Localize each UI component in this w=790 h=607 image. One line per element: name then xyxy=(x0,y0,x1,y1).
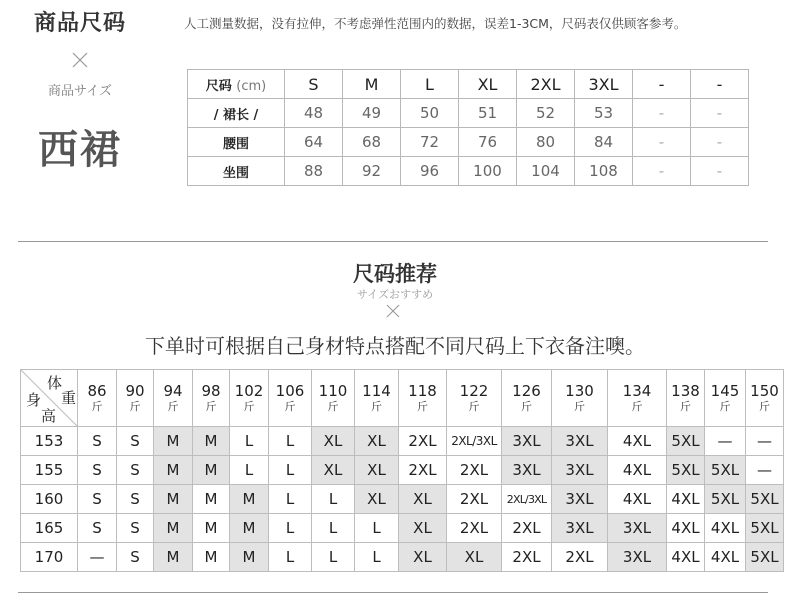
size-recommendation-cell: L xyxy=(312,514,355,543)
weight-col-header xyxy=(502,370,552,427)
size-cell: 68 xyxy=(343,128,401,157)
weight-unit: 斤 xyxy=(417,400,428,413)
size-cell: 80 xyxy=(517,128,575,157)
weight-unit: 斤 xyxy=(205,400,217,413)
size-recommendation-cell: L xyxy=(230,427,269,456)
weight-unit: 斤 xyxy=(719,400,731,413)
weight-col-header xyxy=(552,370,608,427)
size-recommendation-cell: M xyxy=(193,456,230,485)
size-recommendation-cell: M xyxy=(193,514,230,543)
size-recommendation-cell: 2XL xyxy=(552,543,608,572)
size-recommendation-cell: 3XL xyxy=(552,514,608,543)
size-recommendation-cell: 3XL xyxy=(608,514,667,543)
weight-col-header xyxy=(78,370,117,427)
size-cell: 108 xyxy=(575,157,633,186)
size-recommendation-cell: 3XL xyxy=(502,456,552,485)
size-recommendation-cell: 3XL xyxy=(552,485,608,514)
size-cell: 104 xyxy=(517,157,575,186)
height-label: 165 xyxy=(21,514,78,543)
size-recommendation-cell: S xyxy=(117,427,154,456)
size-row-hip xyxy=(188,157,749,186)
weight-col-header xyxy=(312,370,355,427)
corner-cell xyxy=(21,370,78,427)
weight-value: 145 xyxy=(710,382,740,400)
weight-value: 86 xyxy=(87,382,107,400)
size-recommendation-cell: S xyxy=(78,514,117,543)
size-recommendation-cell: L xyxy=(312,543,355,572)
size-recommendation-cell: 4XL xyxy=(608,456,667,485)
size-recommendation-cell: 2XL/3XL xyxy=(502,485,552,514)
corner-height-label-a: 身 xyxy=(26,391,42,409)
weight-value: 106 xyxy=(275,382,305,400)
section-divider xyxy=(18,592,768,593)
size-unit: (cm) xyxy=(236,78,267,94)
size-cell: - xyxy=(633,157,691,186)
size-recommendation-cell: XL xyxy=(355,485,399,514)
size-recommendation-cell: M xyxy=(154,514,193,543)
size-recommendation-cell: 2XL xyxy=(502,514,552,543)
size-recommendation-cell: 5XL xyxy=(667,456,705,485)
weight-unit: 斤 xyxy=(371,400,382,413)
size-recommendation-cell: M xyxy=(230,514,269,543)
size-recommendation-cell: L xyxy=(269,514,312,543)
size-table xyxy=(187,69,749,186)
size-col-header: XL xyxy=(459,70,517,99)
weight-value: 114 xyxy=(362,382,391,400)
weight-header-row xyxy=(21,370,784,427)
weight-col-header xyxy=(667,370,705,427)
measurement-notice: 人工测量数据，没有拉伸，不考虑弹性范围内的数据，误差1-3CM，尺码表仅供顾客参考。 xyxy=(184,16,687,31)
size-row-length xyxy=(188,99,749,128)
weight-col-header xyxy=(117,370,154,427)
size-cell: 76 xyxy=(459,128,517,157)
recommendation-subtitle: サイズおすすめ xyxy=(356,288,434,301)
size-recommendation-cell: — xyxy=(78,543,117,572)
weight-value: 94 xyxy=(163,382,183,400)
weight-value: 90 xyxy=(125,382,145,400)
weight-col-header xyxy=(154,370,193,427)
weight-value: 102 xyxy=(234,382,264,400)
weight-unit: 斤 xyxy=(574,400,585,413)
size-recommendation-cell: S xyxy=(78,427,117,456)
size-recommendation-cell: S xyxy=(78,456,117,485)
size-recommendation-cell: 4XL xyxy=(667,485,705,514)
size-col-header: 2XL xyxy=(517,70,575,99)
size-cell: 49 xyxy=(343,99,401,128)
weight-unit: 斤 xyxy=(631,400,643,413)
weight-unit: 斤 xyxy=(91,400,103,413)
size-recommendation-cell: S xyxy=(78,485,117,514)
weight-col-header xyxy=(230,370,269,427)
size-label: 尺码 xyxy=(205,78,232,94)
table-row xyxy=(21,427,784,456)
size-recommendation-cell: 2XL xyxy=(502,543,552,572)
size-col-header: L xyxy=(401,70,459,99)
weight-unit: 斤 xyxy=(243,400,255,413)
product-name: 西裙 xyxy=(38,127,122,173)
size-recommendation-cell: 2XL/3XL xyxy=(447,427,502,456)
weight-unit: 斤 xyxy=(468,400,480,413)
weight-col-header xyxy=(447,370,502,427)
corner-weight-label-b: 重 xyxy=(61,389,77,407)
table-row xyxy=(21,485,784,514)
size-recommendation-cell: 4XL xyxy=(608,427,667,456)
size-cell: 52 xyxy=(517,99,575,128)
size-cell: 92 xyxy=(343,157,401,186)
weight-value: 98 xyxy=(201,382,221,400)
weight-unit: 斤 xyxy=(167,400,179,413)
size-recommendation-cell: S xyxy=(117,456,154,485)
size-row-label: / 裙长 / xyxy=(188,99,285,128)
size-col-header: - xyxy=(691,70,749,99)
size-recommendation-cell: — xyxy=(746,427,784,456)
size-recommendation-cell: 3XL xyxy=(552,427,608,456)
weight-value: 138 xyxy=(671,382,700,400)
size-recommendation-cell: M xyxy=(154,543,193,572)
weight-col-header xyxy=(269,370,312,427)
size-cell: 64 xyxy=(285,128,343,157)
recommendation-table xyxy=(20,369,784,572)
section-divider xyxy=(18,241,768,242)
table-row xyxy=(21,543,784,572)
size-recommendation-cell: 5XL xyxy=(705,485,746,514)
size-recommendation-cell: L xyxy=(269,456,312,485)
size-recommendation-cell: M xyxy=(154,485,193,514)
size-recommendation-cell: 4XL xyxy=(667,514,705,543)
corner-weight-label-a: 体 xyxy=(47,374,63,392)
weight-unit: 斤 xyxy=(327,400,339,413)
size-recommendation-cell: L xyxy=(312,485,355,514)
weight-value: 150 xyxy=(750,382,779,400)
weight-unit: 斤 xyxy=(521,400,532,413)
weight-unit: 斤 xyxy=(129,400,141,413)
size-cell: - xyxy=(691,99,749,128)
size-recommendation-cell: 3XL xyxy=(552,456,608,485)
size-recommendation-cell: M xyxy=(154,456,193,485)
size-header-row xyxy=(188,70,749,99)
size-cell: - xyxy=(691,157,749,186)
size-cell: 72 xyxy=(401,128,459,157)
recommendation-title: 尺码推荐 xyxy=(353,262,437,286)
weight-value: 118 xyxy=(408,382,437,400)
recommendation-note: 下单时可根据自己身材特点搭配不同尺码上下衣备注噢。 xyxy=(145,334,645,358)
size-col-header: - xyxy=(633,70,691,99)
size-cell: 48 xyxy=(285,99,343,128)
size-recommendation-cell: 4XL xyxy=(667,543,705,572)
size-recommendation-cell: XL xyxy=(447,543,502,572)
size-recommendation-cell: XL xyxy=(399,514,447,543)
size-cell: - xyxy=(691,128,749,157)
size-recommendation-cell: 4XL xyxy=(705,514,746,543)
height-label: 160 xyxy=(21,485,78,514)
height-label: 153 xyxy=(21,427,78,456)
size-col-header: S xyxy=(285,70,343,99)
weight-unit: 斤 xyxy=(284,400,296,413)
cross-divider-icon xyxy=(385,303,401,319)
size-recommendation-cell: — xyxy=(705,427,746,456)
size-cell: 100 xyxy=(459,157,517,186)
cross-divider-icon xyxy=(64,44,96,76)
size-recommendation-cell: M xyxy=(193,543,230,572)
size-recommendation-cell: S xyxy=(117,543,154,572)
size-recommendation-cell: M xyxy=(154,427,193,456)
size-recommendation-cell: L xyxy=(230,456,269,485)
size-recommendation-cell: 5XL xyxy=(746,543,784,572)
weight-value: 122 xyxy=(459,382,489,400)
size-recommendation-cell: XL xyxy=(399,543,447,572)
size-recommendation-cell: L xyxy=(269,485,312,514)
size-row-label: 坐围 xyxy=(188,157,285,186)
size-recommendation-cell: 2XL xyxy=(447,456,502,485)
weight-col-header xyxy=(705,370,746,427)
size-recommendation-cell: XL xyxy=(312,427,355,456)
height-label: 155 xyxy=(21,456,78,485)
size-recommendation-cell: S xyxy=(117,485,154,514)
size-cell: 88 xyxy=(285,157,343,186)
size-row-waist xyxy=(188,128,749,157)
size-recommendation-cell: XL xyxy=(355,456,399,485)
corner-height-label-b: 高 xyxy=(41,407,57,425)
size-recommendation-cell: 5XL xyxy=(705,456,746,485)
weight-value: 134 xyxy=(622,382,652,400)
size-recommendation-cell: 2XL xyxy=(399,456,447,485)
size-recommendation-cell: M xyxy=(230,485,269,514)
size-cell: - xyxy=(633,99,691,128)
size-recommendation-cell: 2XL xyxy=(447,485,502,514)
size-recommendation-cell: 3XL xyxy=(608,543,667,572)
size-cell: 96 xyxy=(401,157,459,186)
size-recommendation-cell: XL xyxy=(399,485,447,514)
page-subtitle: 商品サイズ xyxy=(48,84,112,99)
weight-unit: 斤 xyxy=(759,400,770,413)
height-label: 170 xyxy=(21,543,78,572)
size-recommendation-cell: L xyxy=(269,427,312,456)
page-title: 商品尺码 xyxy=(33,11,126,36)
weight-value: 130 xyxy=(565,382,594,400)
size-cell: 50 xyxy=(401,99,459,128)
size-recommendation-cell: M xyxy=(193,427,230,456)
size-cell: 84 xyxy=(575,128,633,157)
size-recommendation-cell: 4XL xyxy=(608,485,667,514)
size-recommendation-cell: L xyxy=(355,514,399,543)
size-recommendation-cell: — xyxy=(746,456,784,485)
table-row xyxy=(21,456,784,485)
size-recommendation-cell: 5XL xyxy=(746,485,784,514)
size-recommendation-cell: 2XL xyxy=(447,514,502,543)
weight-col-header xyxy=(355,370,399,427)
weight-col-header xyxy=(193,370,230,427)
size-recommendation-cell: 5XL xyxy=(667,427,705,456)
weight-col-header xyxy=(399,370,447,427)
size-row-label: 腰围 xyxy=(188,128,285,157)
size-recommendation-cell: M xyxy=(230,543,269,572)
size-col-header: M xyxy=(343,70,401,99)
table-row xyxy=(21,514,784,543)
size-recommendation-cell: 5XL xyxy=(746,514,784,543)
size-recommendation-cell: 4XL xyxy=(705,543,746,572)
size-col-header: 3XL xyxy=(575,70,633,99)
size-recommendation-cell: XL xyxy=(312,456,355,485)
size-recommendation-cell: L xyxy=(355,543,399,572)
weight-value: 110 xyxy=(318,382,348,400)
size-recommendation-cell: 3XL xyxy=(502,427,552,456)
size-recommendation-cell: S xyxy=(117,514,154,543)
size-recommendation-cell: L xyxy=(269,543,312,572)
weight-col-header xyxy=(608,370,667,427)
size-cell: 53 xyxy=(575,99,633,128)
weight-col-header xyxy=(746,370,784,427)
weight-unit: 斤 xyxy=(680,400,691,413)
size-header-label xyxy=(188,70,285,99)
size-recommendation-cell: M xyxy=(193,485,230,514)
size-cell: - xyxy=(633,128,691,157)
size-recommendation-cell: XL xyxy=(355,427,399,456)
size-cell: 51 xyxy=(459,99,517,128)
size-recommendation-cell: 2XL xyxy=(399,427,447,456)
weight-value: 126 xyxy=(512,382,541,400)
